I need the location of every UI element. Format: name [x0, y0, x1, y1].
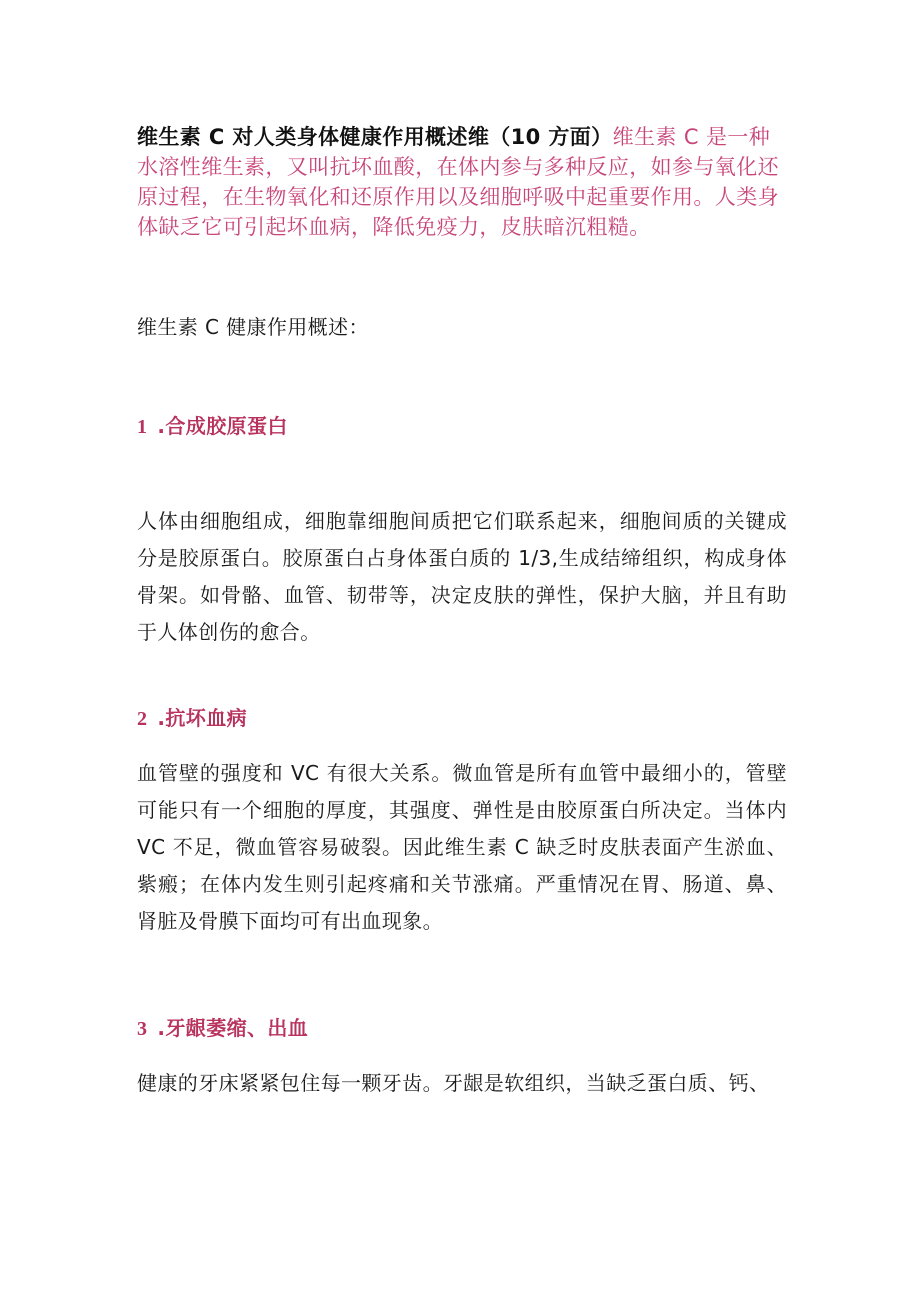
section-title: .抗坏血病: [157, 706, 248, 730]
overview-label: 维生素 C 健康作用概述：: [137, 315, 369, 339]
intro-body-text: 维生素 C 是一种水溶性维生素，又叫抗坏血酸，在体内参与多种反应，如参与氧化还原过程，在生物氧化和还原作用以及细胞呼吸中起重要作用。人类身体缺乏它可引起坏血病，降低免疫力，皮肤暗沉粗糙。: [137, 125, 779, 239]
section-heading-3: [137, 1013, 308, 1044]
section-number: 2: [137, 708, 148, 730]
document-title: 维生素 C 对人类身体健康作用概述维（10 方面）: [137, 125, 613, 149]
section-paragraph-3: 健康的牙床紧紧包住每一颗牙齿。牙龈是软组织，当缺乏蛋白质、钙、: [137, 1071, 770, 1095]
section-heading-1: [137, 411, 288, 442]
section-heading-2: [137, 703, 247, 734]
section-title: .合成胶原蛋白: [157, 414, 288, 438]
intro-paragraph: [137, 122, 787, 242]
section-number: 3: [137, 1018, 148, 1040]
section-title: .牙龈萎缩、出血: [157, 1016, 309, 1040]
section-paragraph-2: 血管壁的强度和 VC 有很大关系。微血管是所有血管中最细小的，管壁可能只有一个细胞的厚度，其强度、弹性是由胶原蛋白所决定。当体内 VC 不足，微血管容易破裂。因此维生素 C 缺乏时皮肤表面产生淤血、紫瘢；在体内发生则引起疼痛和关节涨痛。严重情况在胃、肠道、鼻、肾脏及骨膜下面均可有出血现象。: [137, 761, 787, 933]
section-paragraph-1: 人体由细胞组成，细胞靠细胞间质把它们联系起来，细胞间质的关键成分是胶原蛋白。胶原蛋白占身体蛋白质的 1/3,生成结缔组织，构成身体骨架。如骨骼、血管、韧带等，决定皮肤的弹性，保护大脑，并且有助于人体创伤的愈合。: [137, 509, 787, 644]
section-number: 1: [137, 416, 148, 438]
